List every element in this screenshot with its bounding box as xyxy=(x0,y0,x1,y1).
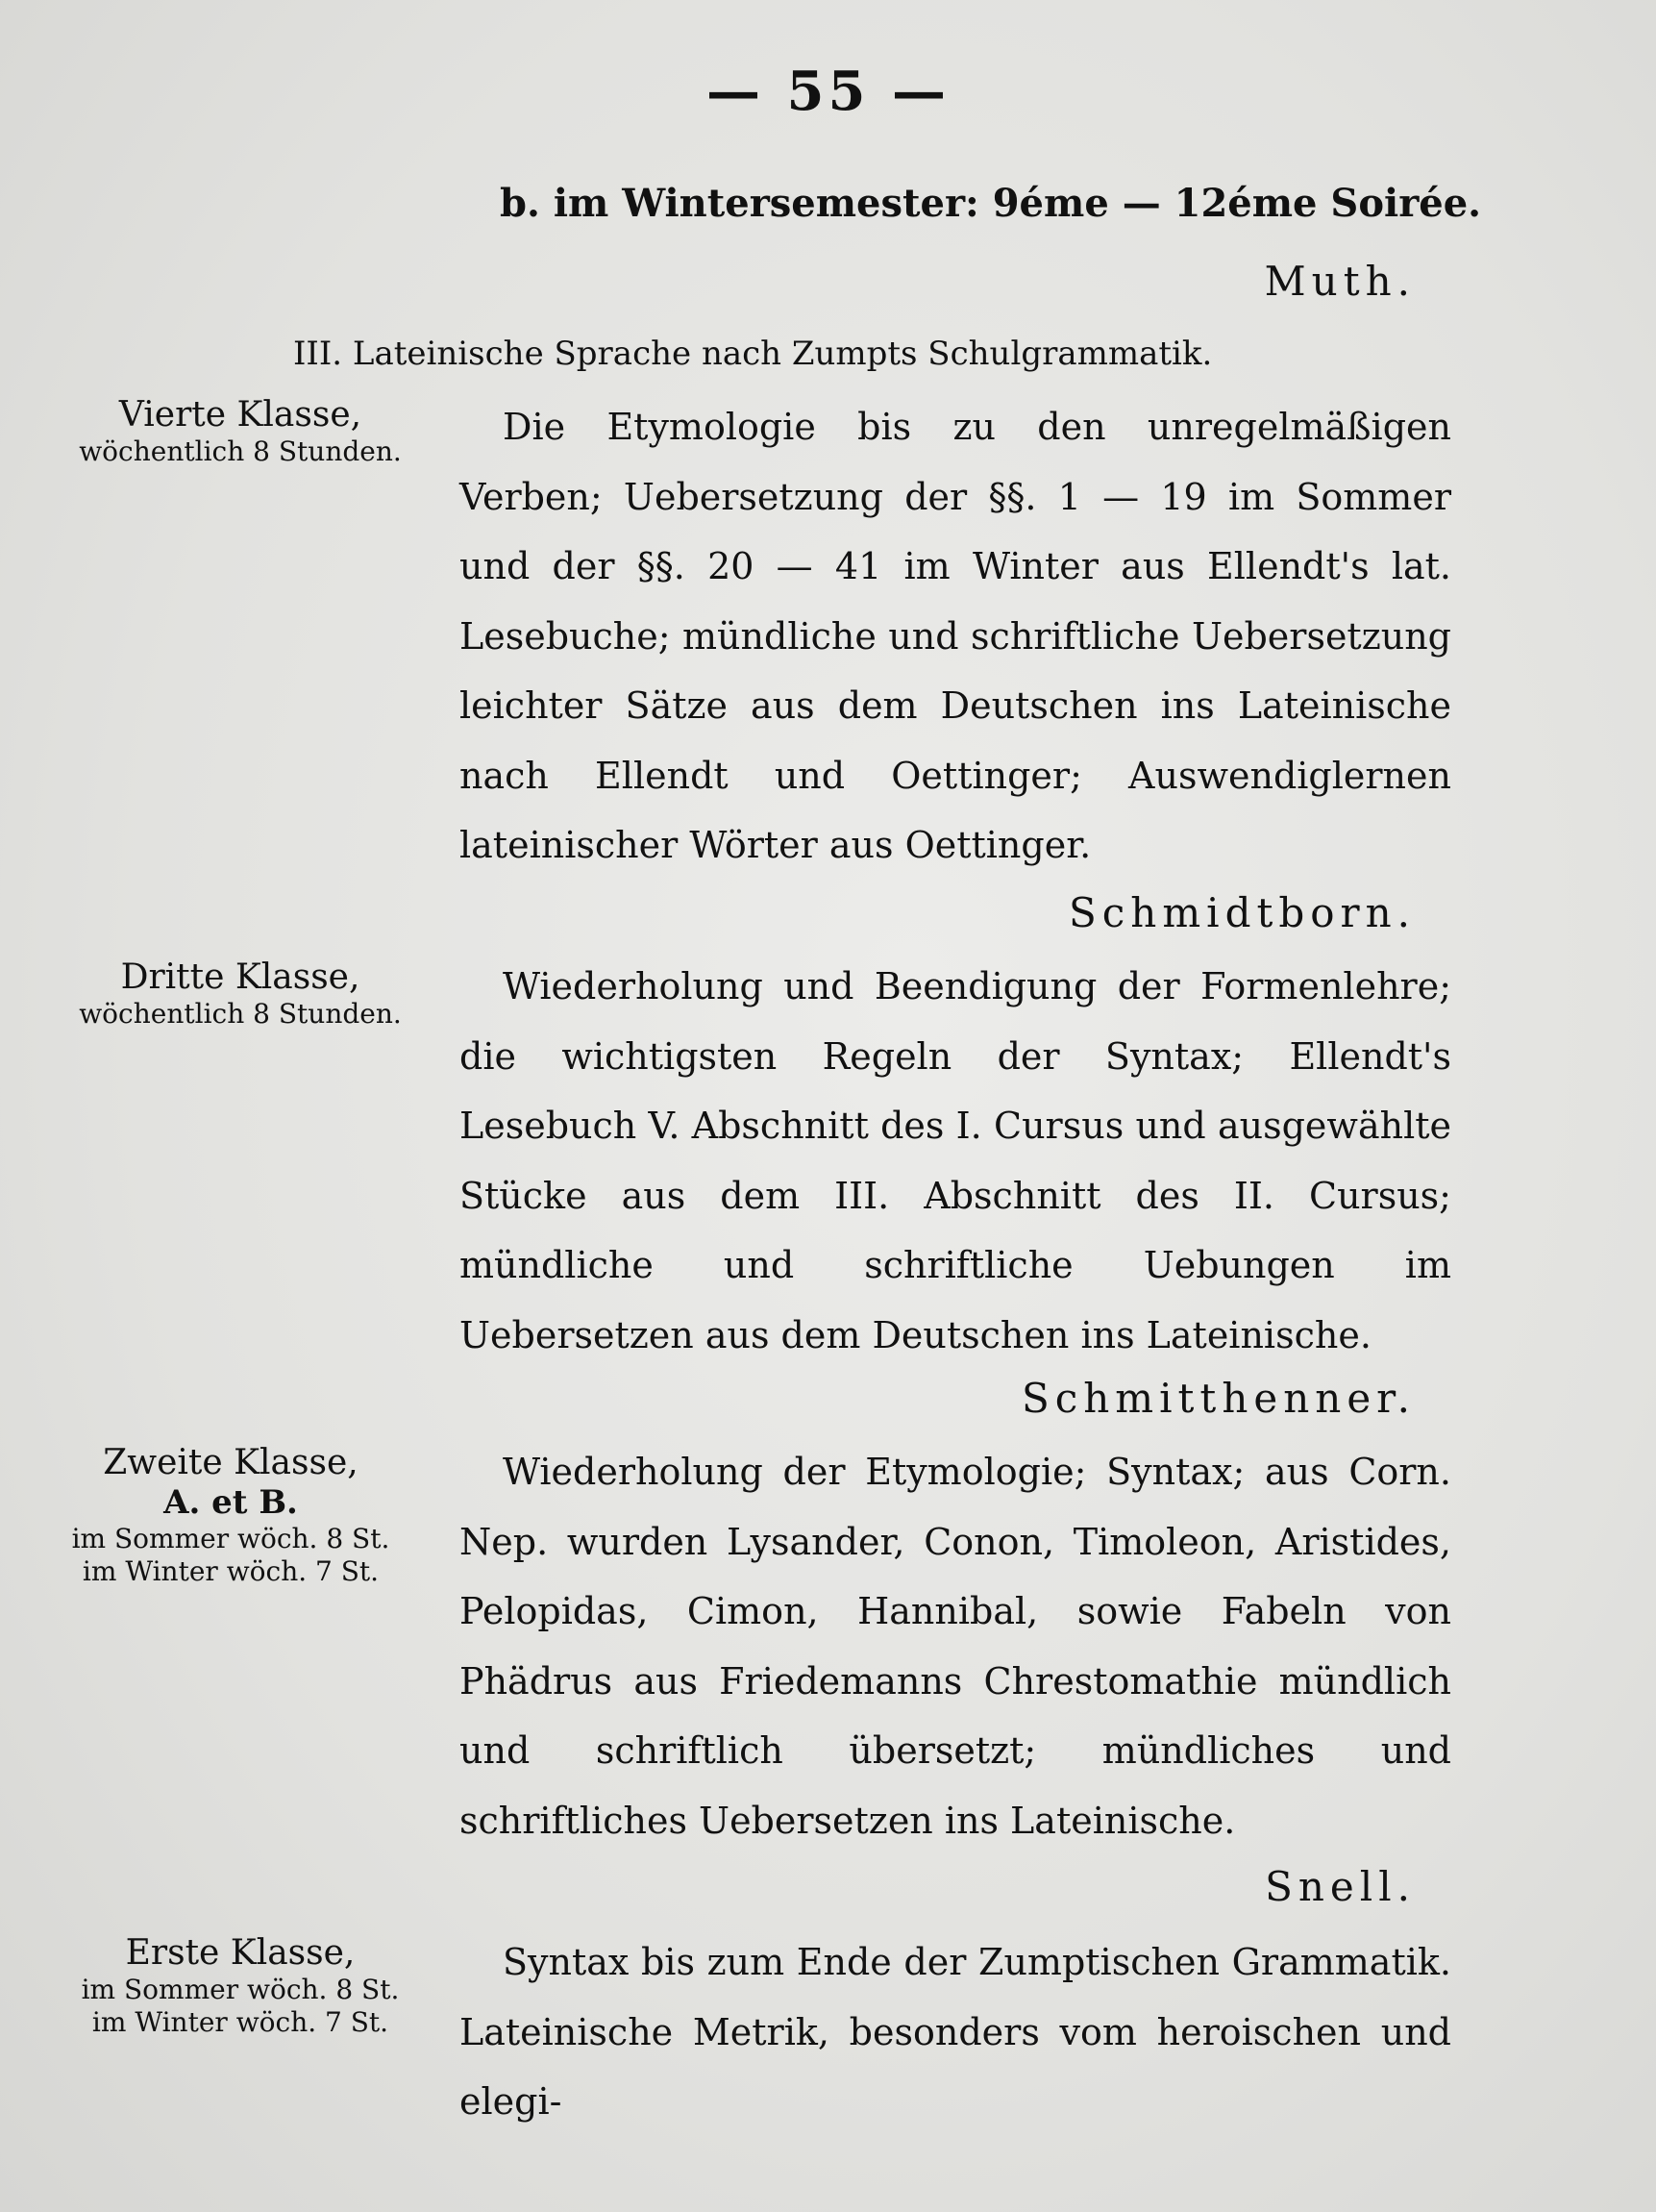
class-text-zweite: Wiederholung der Etymologie; Syntax; aus Corn. Nep. wurden Lysander, Conon, Timoleon, Aristides, Pelopidas, Cimon, Hannibal, sowie Fabeln von Phädrus aus Friedemanns Chrestomathie mündlich und schriftlich übersetzt; mündliches und schriftliches Uebersetzen ins Lateinische. xyxy=(459,1451,1451,1842)
section-title: III. Lateinische Sprache nach Zumpts Schulgrammatik. xyxy=(293,335,1213,373)
class-label-vierte: Vierte Klasse, wöchentlich 8 Stunden. xyxy=(79,395,402,468)
page-number: — 55 — xyxy=(706,60,950,123)
winter-semester-heading: b. im Wintersemester: 9éme — 12éme Soirée. xyxy=(500,181,1482,226)
class-text-vierte: Die Etymologie bis zu den unregelmäßigen Verben; Uebersetzung der §§. 1 — 19 im Sommer und der §§. 20 — 41 im Winter aus Ellendt's lat. Lesebuche; mündliche und schriftliche Uebersetzung leichter Sätze aus dem Deutschen ins Lateinische nach Ellendt und Oettinger; Auswendiglernen lateinischer Wörter aus Oettinger. xyxy=(459,406,1451,866)
teacher-signature-schmidtborn: Schmidtborn. xyxy=(1068,889,1416,936)
class-label-zweite: Zweite Klasse, A. et B. im Sommer wöch. 8 St. im Winter wöch. 7 St. xyxy=(71,1443,390,1587)
teacher-signature-schmitthenner: Schmitthenner. xyxy=(1021,1375,1416,1422)
class-label-erste: Erste Klasse, im Sommer wöch. 8 St. im Winter wöch. 7 St. xyxy=(81,1933,400,2038)
class-label-dritte: Dritte Klasse, wöchentlich 8 Stunden. xyxy=(79,957,402,1031)
class-text-erste: Syntax bis zum Ende der Zumptischen Grammatik. Lateinische Metrik, besonders vom heroischen und elegi- xyxy=(459,1941,1451,2123)
teacher-signature-snell: Snell. xyxy=(1265,1863,1416,1910)
class-text-dritte: Wiederholung und Beendigung der Formenlehre; die wichtigsten Regeln der Syntax; Ellendt's Lesebuch V. Abschnitt des I. Cursus und ausgewählte Stücke aus dem III. Abschnitt des II. Cursus; mündliche und schriftliche Uebungen im Uebersetzen aus dem Deutschen ins Lateinische. xyxy=(459,965,1451,1356)
teacher-signature-muth: Muth. xyxy=(1264,258,1416,305)
